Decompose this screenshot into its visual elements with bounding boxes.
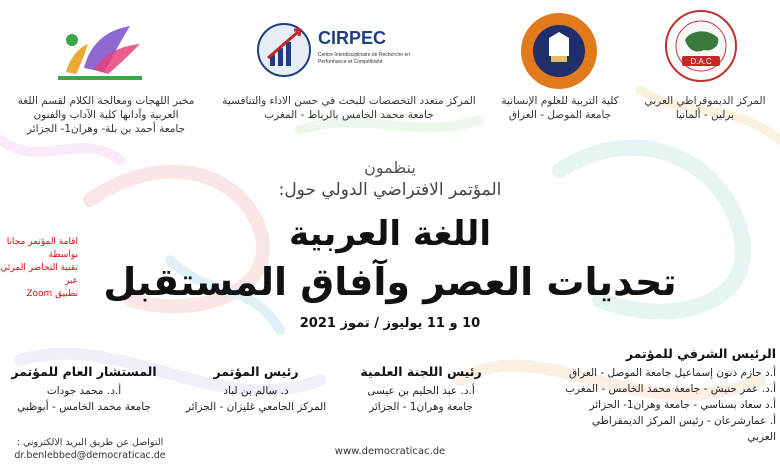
scientific-committee-heading: رئيس اللجنة العلمية [360,364,482,379]
honorary-member: أ. عمارشرعان - رئيس المركز الديمقراطي العربي [591,415,776,443]
contact-label: التواصل عن طريق البريد الالكتروني : [16,437,164,448]
zoom-note-line3: تطبيق Zoom [26,289,78,299]
lab-university: جامعة أحمد بن بلة- وهران1- الجزائر [26,123,186,135]
general-advisor-heading: المستشار العام للمؤتمر [11,364,157,379]
scientific-committee-affiliation: جامعة وهران1 - الجزائر [369,401,473,413]
honorary-member: أ.د حازم ذنون إسماعيل جامعة الموصل - العراق [569,367,776,379]
honorary-member: أ.د. عمر حنيش - جامعة محمد الخامس - المغرب [565,383,776,395]
contact-block [10,436,170,462]
organize-word: ينظمون [364,158,416,177]
zoom-note [0,236,78,301]
dac-caption [640,94,770,122]
dac-logo-text: D.A.C [690,57,712,66]
scientific-committee-column [356,364,486,415]
conference-date: 10 و 11 يوليوز / تموز 2021 [299,316,481,331]
lab-caption [6,94,206,136]
general-advisor-column [4,364,164,415]
website-link[interactable]: www.democraticac.de [334,446,446,457]
cirpec-logo-subtitle-2: Performance et Compétitivité [318,59,383,65]
dac-name: المركز الديموقراطي العربي [644,95,766,107]
conference-title-line2: تحديات العصر وآفاق المستقبل [103,260,677,304]
scientific-committee-name: أ.د. عبد الحليم بن عيسى [367,385,475,397]
honorary-president-heading: الرئيس الشرفي للمؤتمر [625,346,776,361]
honorary-member: أ.د سعاد بسناسي - جامعة وهران1- الجزائر [589,399,776,411]
cirpec-name: المركز متعدد التخصصات للبحث في حسن الاداء والتنافسية [222,95,476,107]
general-advisor-affiliation: جامعة محمد الخامس - أبوظبي [17,401,151,413]
general-advisor-name: أ.د. محمد جودات [46,385,122,397]
zoom-note-line1: اقامة المؤتمر مجانا بواسطة [6,237,78,260]
lab-name-1: مخبر اللهجات ومعالجة الكلام لقسم اللغة [17,95,195,107]
cirpec-logo [254,18,424,88]
lab-name-2: العربية وآدابها كلية الآداب والفنون [33,109,179,121]
dac-logo [660,8,742,86]
contact-email[interactable]: dr.benlebbed@democraticac.de [14,450,166,461]
conference-president-name: د. سالم بن لباد [223,385,289,397]
dialect-lab-logo [44,14,154,90]
conference-president-heading: رئيس المؤتمر [213,364,299,379]
mosul-university: جامعة الموصل - العراق [508,109,612,121]
conference-title-line1: اللغة العربية [289,214,491,254]
zoom-note-line2: تقنية التحاضر المرئي عبر [0,263,78,286]
mosul-faculty: كلية التربية للعلوم الإنسانية [501,95,619,107]
conference-president-column [176,364,336,415]
cirpec-caption [214,94,484,122]
cirpec-logo-subtitle-1: Centre Interdisciplinaire de Recherche en [318,52,410,58]
dac-location: برلين - ألمانيا [675,109,735,121]
cirpec-university: جامعة محمد الخامس بالرباط - المغرب [264,109,434,121]
cirpec-logo-text: CIRPEC [318,28,387,48]
mosul-caption [490,94,630,122]
honorary-president-column [560,346,776,445]
conference-president-affiliation: المركز الجامعي غليزان - الجزائر [185,401,327,413]
conference-subtitle: المؤتمر الافتراضي الدولي حول: [278,180,502,200]
mosul-university-logo [518,10,600,92]
